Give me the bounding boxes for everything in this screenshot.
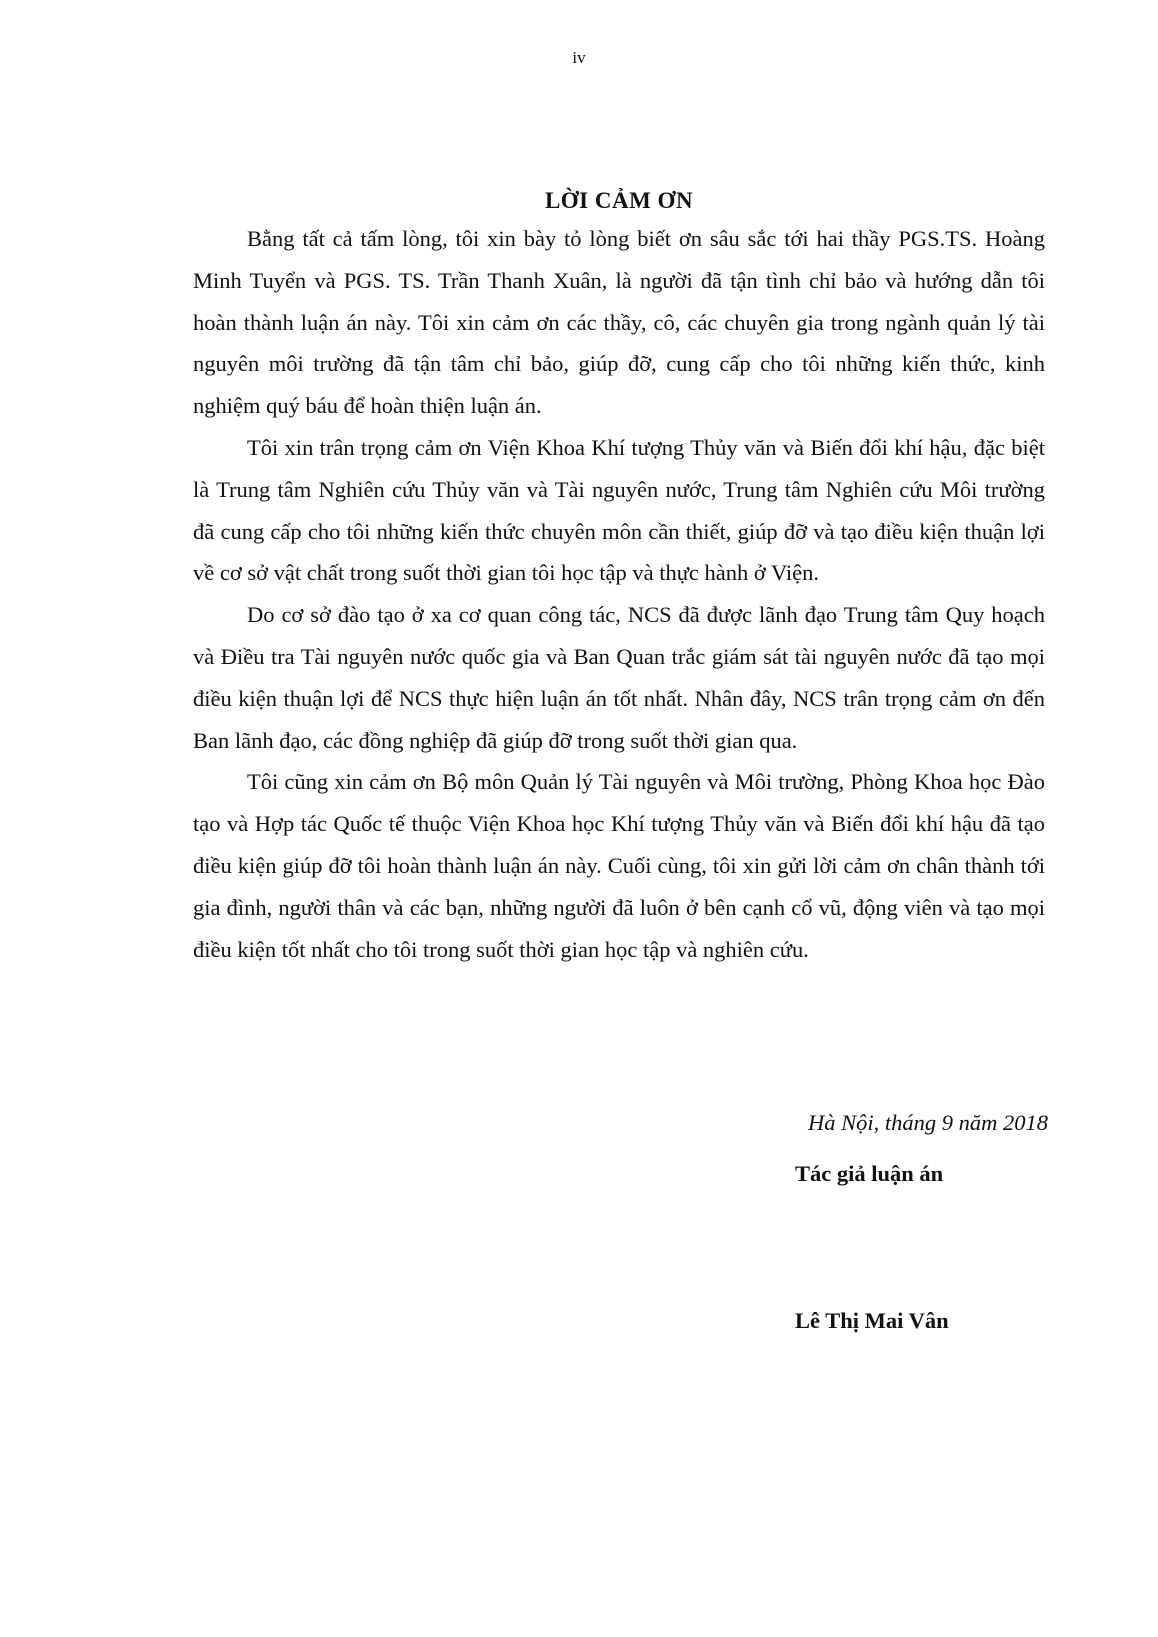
paragraph-supervisors: Bằng tất cả tấm lòng, tôi xin bày tỏ lòng biết ơn sâu sắc tới hai thầy PGS.TS. Hoàng Minh Tuyển và PGS. TS. Trần Thanh Xuân, là người đã tận tình chỉ bảo và hướng dẫn tôi hoàn thành luận án này. Tôi xin cảm ơn các thầy, cô, các chuyên gia trong ngành quản lý tài nguyên môi trường đã tận tâm chỉ bảo, giúp đỡ, cung cấp cho tôi những kiến thức, kinh nghiệm quý báu để hoàn thiện luận án. — [193, 226, 1045, 419]
paragraph-workplace: Do cơ sở đào tạo ở xa cơ quan công tác, NCS đã được lãnh đạo Trung tâm Quy hoạch và Điều tra Tài nguyên nước quốc gia và Ban Quan trắc giám sát tài nguyên nước đã tạo mọi điều kiện thuận lợi để NCS thực hiện luận án tốt nhất. Nhân đây, NCS trân trọng cảm ơn đến Ban lãnh đạo, các đồng nghiệp đã giúp đỡ trong suốt thời gian qua. — [193, 602, 1045, 753]
page-number: iv — [572, 48, 586, 67]
signature-role: Tác giả luận án — [795, 1161, 944, 1186]
paragraph-institute: Tôi xin trân trọng cảm ơn Viện Khoa Khí tượng Thủy văn và Biến đổi khí hậu, đặc biệt là Trung tâm Nghiên cứu Thủy văn và Tài nguyên nước, Trung tâm Nghiên cứu Môi trường đã cung cấp cho tôi những kiến thức chuyên môn cần thiết, giúp đỡ và tạo điều kiện thuận lợi về cơ sở vật chất trong suốt thời gian tôi học tập và thực hành ở Viện. — [193, 434, 1045, 586]
paragraph-family: Tôi cũng xin cảm ơn Bộ môn Quản lý Tài nguyên và Môi trường, Phòng Khoa học Đào tạo và Hợp tác Quốc tế thuộc Viện Khoa học Khí tượng Thủy văn và Biến đổi khí hậu đã tạo điều kiện giúp đỡ tôi hoàn thành luận án này. Cuối cùng, tôi xin gửi lời cảm ơn chân thành tới gia đình, người thân và các bạn, những người đã luôn ở bên cạnh cổ vũ, động viên và tạo mọi điều kiện tốt nhất cho tôi trong suốt thời gian học tập và nghiên cứu. — [193, 769, 1045, 962]
signature-name: Lê Thị Mai Vân — [795, 1308, 949, 1333]
signature-place-date: Hà Nội, tháng 9 năm 2018 — [807, 1110, 1048, 1135]
page-title: LỜI CẢM ƠN — [544, 188, 694, 213]
acknowledgement-body — [193, 186, 1045, 970]
